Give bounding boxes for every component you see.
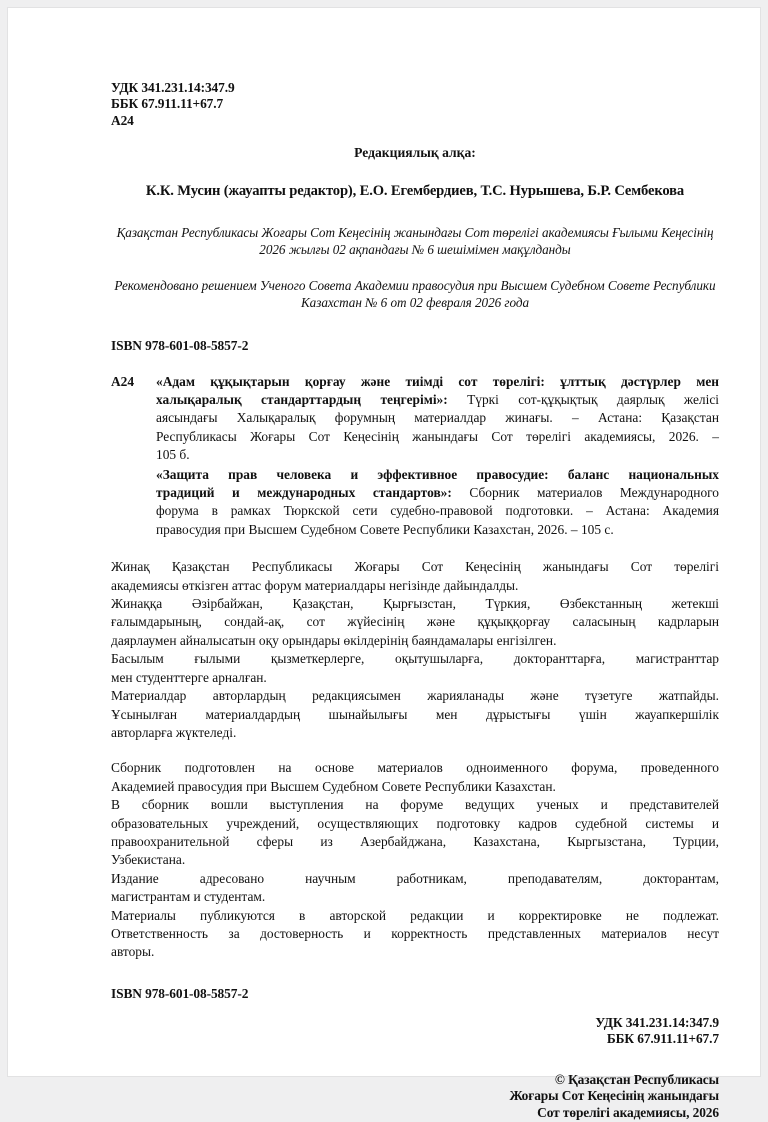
entry-ru-line-2-bold: традиций и международных стандартов»: (156, 485, 452, 501)
entry-ru-line-2-rest: Сборник материалов Международного (451, 485, 719, 501)
approval-note-ru (111, 278, 719, 311)
udk-code-bottom: УДК 341.231.14:347.9 (595, 1014, 719, 1030)
annotation-kk (111, 558, 719, 742)
annotation-kk-p2-line-3: даярлаумен айналысатын оқу орындары өкілдерінің баяндамалары енгізілген. (111, 632, 557, 648)
approval-note-kk (111, 225, 719, 258)
catalogue-entry-kk (156, 373, 719, 465)
annotation-kk-paragraph-3 (111, 650, 719, 687)
annotation-kk-paragraph-4 (111, 687, 719, 742)
catalogue-entry-code: А24 (111, 373, 135, 389)
entry-ru-line-1: «Защита прав человека и эффективное правосудие: баланс национальных (156, 466, 719, 482)
approval-note-ru-line-1: Рекомендовано решением Ученого Совета Академии правосудия при Высшем Судебном Совете Республики (114, 278, 716, 294)
editorial-board-heading: Редакциялық алқа: (354, 145, 476, 161)
annotation-kk-p4-line-1: Материалдар авторлардың редакциясымен жарияланады және түзетуге жатпайды. (111, 688, 719, 704)
isbn-top: ISBN 978-601-08-5857-2 (111, 337, 249, 353)
entry-kk-line-2 (156, 391, 719, 409)
annotation-ru-p1-line-1: Сборник подготовлен на основе материалов одноименного форума, проведенного (111, 760, 719, 776)
annotation-ru-p2-line-3: правоохранительной сферы из Азербайджана, Казахстана, Кыргызстана, Турции, (111, 833, 719, 849)
annotation-kk-p1-line-2: академиясы өткізген аттас форум материалдары негізінде дайындалды. (111, 577, 519, 593)
approval-note-ru-line-2: Казахстан № 6 от 02 февраля 2026 года (300, 295, 530, 310)
annotation-ru-paragraph-1 (111, 759, 719, 796)
catalogue-entry-ru (156, 466, 719, 540)
entry-kk-line-3: аясындағы Халықаралық форумның материалдар жинағы. – Астана: Қазақстан (156, 410, 719, 426)
entry-kk-line-1: «Адам құқықтарын қорғау және тиімді сот төрелігі: ұлттық дәстүрлер мен (156, 373, 719, 389)
annotation-ru-p3-line-1: Издание адресовано научным работникам, преподавателям, докторантам, (111, 870, 719, 886)
approval-note-kk-line-1: Қазақстан Республикасы Жоғары Сот Кеңесінің жанындағы Сот төрелігі академиясы Ғылыми Кеңесінің (116, 225, 714, 241)
document-page (8, 8, 760, 1121)
page-content (111, 80, 719, 1122)
annotation-ru-p2-line-1: В сборник вошли выступления на форуме ведущих ученых и представителей (111, 797, 719, 813)
annotation-ru-paragraph-2 (111, 796, 719, 870)
annotation-ru-p3-line-2: магистрантам и студентам. (111, 889, 266, 905)
catalogue-entry-text (156, 373, 719, 540)
annotation-ru (111, 759, 719, 961)
entry-kk-line-2-rest: Түркі сот-құқықтық даярлық желісі (447, 392, 719, 407)
annotation-ru-p4-line-3: авторы. (111, 944, 155, 960)
annotation-ru-p2-line-2: образовательных учреждений, осуществляющих подготовку кадров судебной системы и (111, 815, 719, 831)
udk-code-top: УДК 341.231.14:347.9 (111, 80, 235, 95)
entry-kk-line-4: Республикасы Жоғары Сот Кеңесінің жанындағы Сот төрелігі академиясы, 2026. – (156, 428, 719, 444)
annotation-ru-p2-line-4: Узбекистана. (111, 852, 186, 868)
editorial-board-names: К.К. Мусин (жауапты редактор), Е.О. Егембердиев, Т.С. Нурышева, Б.Р. Сембекова (145, 183, 685, 200)
copyright-line-2: Жоғары Сот Кеңесінің жанындағы (509, 1088, 719, 1104)
annotation-ru-paragraph-4 (111, 907, 719, 962)
bbk-code-top: ББК 67.911.11+67.7 (111, 96, 224, 112)
annotation-kk-p2-line-1: Жинаққа Әзірбайжан, Қазақстан, Қырғызстан, Түркия, Өзбекстанның жетекші (111, 596, 719, 612)
entry-ru-line-2 (156, 484, 719, 502)
annotation-kk-p3-line-2: мен студенттерге арналған. (111, 669, 267, 685)
bbk-code-bottom: ББК 67.911.11+67.7 (606, 1031, 719, 1047)
annotation-kk-p1-line-1: Жинақ Қазақстан Республикасы Жоғары Сот Кеңесінің жанындағы Сот төрелігі (111, 559, 719, 575)
annotation-ru-p4-line-1: Материалы публикуются в авторской редакции и корректировке не подлежат. (111, 907, 719, 923)
annotation-ru-paragraph-3 (111, 870, 719, 907)
copyright-line-3: Сот төрелігі академиясы, 2026 (537, 1105, 719, 1121)
annotation-ru-p1-line-2: Академией правосудия при Высшем Судебном Совете Республики Казахстан. (111, 778, 556, 794)
annotation-kk-paragraph-1 (111, 558, 719, 595)
annotation-kk-p2-line-2: ғалымдарының, сондай-ақ, сот жүйесінің және құқыққорғау саласының кадрларын (111, 614, 719, 630)
author-index-top: А24 (111, 112, 134, 128)
annotation-ru-p4-line-2: Ответственность за достоверность и корректность представленных материалов несут (111, 925, 719, 941)
entry-kk-line-2-bold: халықаралық стандарттардың теңгерімі»: (156, 392, 448, 407)
annotation-kk-p3-line-1: Басылым ғылыми қызметкерлерге, оқытушыларға, докторанттарға, магистранттар (111, 651, 719, 667)
classification-codes-top (111, 80, 719, 129)
isbn-bottom: ISBN 978-601-08-5857-2 (111, 985, 249, 1001)
entry-ru-line-3: форума в рамках Тюркской сети судебно-правовой подготовки. – Астана: Академия (156, 503, 719, 519)
entry-ru-line-4: правосудия при Высшем Судебном Совете Республики Казахстан, 2026. – 105 с. (156, 521, 614, 537)
annotation-kk-p4-line-3: авторларға жүктеледі. (111, 724, 237, 740)
catalogue-entry (111, 373, 719, 540)
classification-codes-bottom (111, 1015, 719, 1048)
copyright-notice (111, 1072, 719, 1122)
annotation-kk-paragraph-2 (111, 595, 719, 650)
entry-kk-line-5: 105 б. (156, 447, 190, 463)
approval-note-kk-line-2: 2026 жылғы 02 ақпандағы № 6 шешімімен мақұлданды (259, 241, 571, 257)
copyright-line-1: © Қазақстан Республикасы (554, 1071, 719, 1087)
annotation-kk-p4-line-2: Ұсынылған материалдардың шынайылығы мен дұрыстығы үшін жауапкершілік (111, 706, 719, 722)
